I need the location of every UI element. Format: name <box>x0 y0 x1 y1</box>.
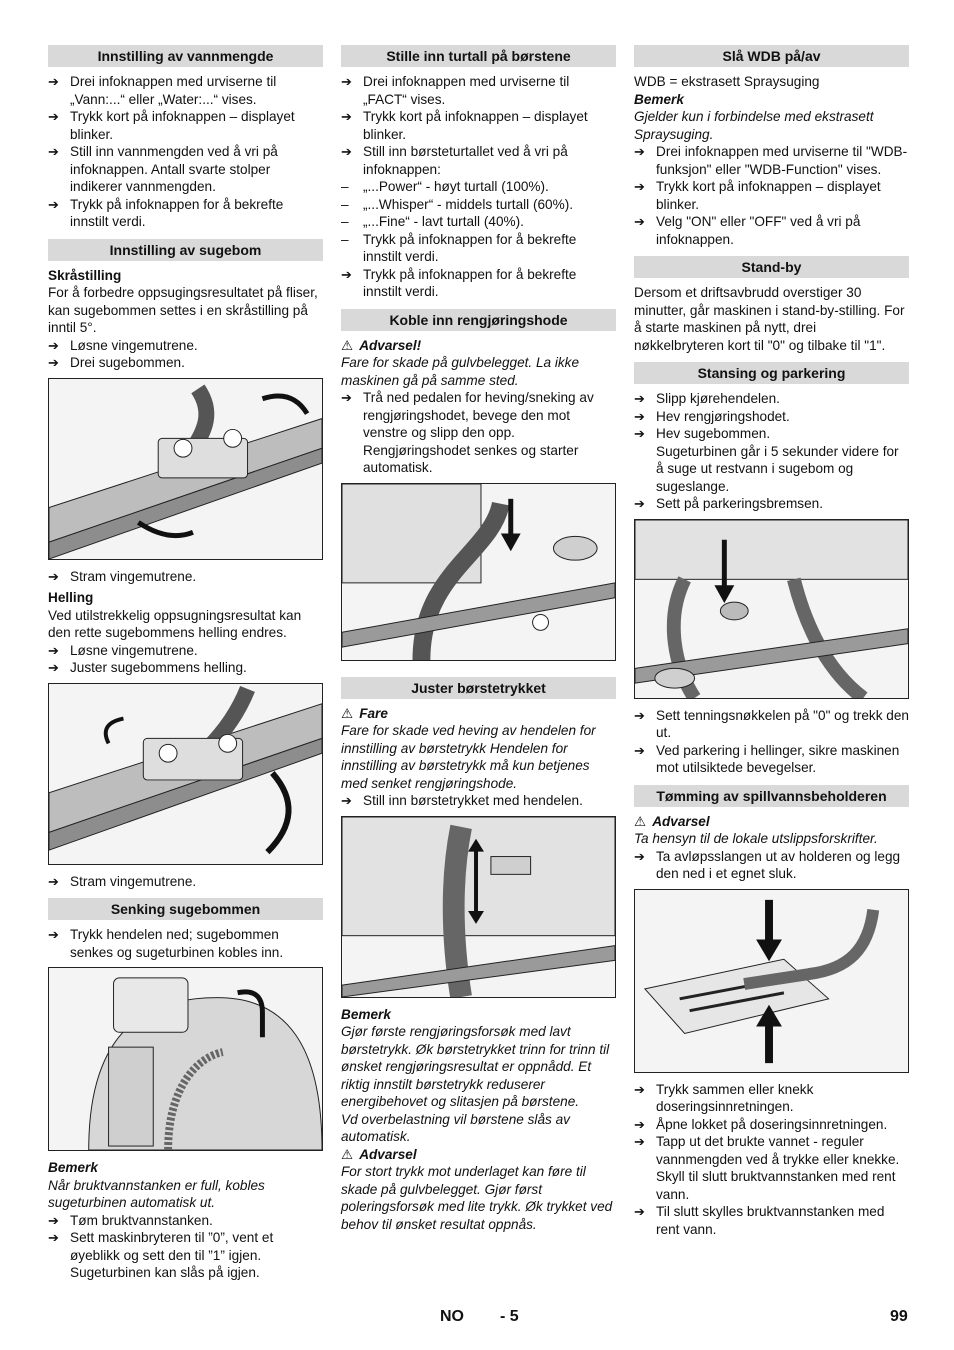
step: ➔ Drei infoknappen med urviserne til "WDB-funksjon" eller "WDB-Function" vises. <box>634 143 909 178</box>
warning-text: Ta hensyn til de lokale utslippsforskrifter. <box>634 831 878 846</box>
subheading-skrastilling: Skråstilling <box>48 267 122 283</box>
step: ➔ Hev sugebommen. <box>634 425 909 443</box>
section-header-standby: Stand-by <box>634 256 909 278</box>
paragraph: Dersom et driftsavbrudd overstiger 30 minutter, går maskinen i stand-by-stilling. For å starte maskinen på nytt, drei nøkkelbryteren kort til "0" og tilbake til "1". <box>634 285 905 353</box>
step: ➔ Drei infoknappen med urviserne til „FACT“ vises. <box>341 73 616 108</box>
step: ➔ Still inn vannmengden ved å vri på infoknappen. Antall svarte stolper indikerer vannmengden. <box>48 143 323 196</box>
warning-title: ⚠ Advarsel! <box>341 337 616 355</box>
step: ➔ Trykk på infoknappen for å bekrefte innstilt verdi. <box>341 266 616 301</box>
column-2 <box>341 45 616 1233</box>
illustration-drain-hose <box>634 889 909 1073</box>
step-result: Sugeturbinen går i 5 sekunder videre for å suge ut restvann i sugebom og sugeslange. <box>656 443 899 494</box>
illustration-pedal <box>341 483 616 661</box>
step: ➔ Til slutt skylles bruktvannstanken med rent vann. <box>634 1203 909 1238</box>
note-title: Bemerk <box>341 1006 391 1022</box>
step: ➔ Still inn børstetrykket med hendelen. <box>341 792 616 810</box>
step: ➔ Løsne vingemutrene. <box>48 642 323 660</box>
option: – „...Whisper“ - middels turtall (60%). <box>341 196 616 214</box>
step: ➔ Trykk hendelen ned; sugebommen senkes og sugeturbinen kobles inn. <box>48 926 323 961</box>
step: ➔ Still inn børsteturtallet ved å vri på infoknappen: <box>341 143 616 178</box>
note-title: Bemerk <box>634 91 684 107</box>
footer-section: - 5 <box>500 1308 519 1325</box>
section-header-senking: Senking sugebommen <box>48 898 323 920</box>
illustration-parking-brake <box>634 519 909 699</box>
section-header-sugebom: Innstilling av sugebom <box>48 239 323 261</box>
note-text: Vd overbelastning vil børstene slås av automatisk. <box>341 1111 570 1144</box>
step: ➔ Drei infoknappen med urviserne til „Vann:...“ eller „Water:...“ vises. <box>48 73 323 108</box>
step: ➔ Trykk på infoknappen for å bekrefte innstilt verdi. <box>48 196 323 231</box>
subheading-helling: Helling <box>48 590 94 605</box>
paragraph: WDB = ekstrasett Spraysuging <box>634 74 820 89</box>
step: ➔ Stram vingemutrene. <box>48 873 323 891</box>
step: ➔ Løsne vingemutrene. <box>48 337 323 355</box>
note-text: Gjelder kun i forbindelse med ekstrasett Spraysuging. <box>634 109 874 142</box>
footer-language: NO <box>440 1308 464 1325</box>
warning-text: Fare for skade ved heving av hendelen for innstilling av børstetrykk Hendelen for innstilling av børstetrykk må kun betjenes med senket rengjøringshode. <box>341 723 596 791</box>
illustration-squeegee-tilt <box>48 378 323 560</box>
step: ➔ Trykk kort på infoknappen – displayet blinker. <box>48 108 323 143</box>
section-header-trykk: Juster børstetrykket <box>341 677 616 699</box>
option: – Trykk på infoknappen for å bekrefte innstilt verdi. <box>341 231 616 266</box>
section-header-vannmengde: Innstilling av vannmengde <box>48 45 323 67</box>
option: – „...Fine“ - lavt turtall (40%). <box>341 213 616 231</box>
step: ➔ Sett på parkeringsbremsen. <box>634 495 909 513</box>
warning-title: ⚠ Advarsel <box>634 813 909 831</box>
step: ➔ Tøm bruktvannstanken. <box>48 1212 323 1230</box>
step: ➔ Ta avløpsslangen ut av holderen og legg den ned i et egnet sluk. <box>634 848 909 883</box>
column-3 <box>634 45 909 1238</box>
step-result: Sugeturbinen kan slås på igjen. <box>70 1265 260 1280</box>
step: ➔ Juster sugebommens helling. <box>48 659 323 677</box>
section-header-turtall: Stille inn turtall på børstene <box>341 45 616 67</box>
step: ➔ Stram vingemutrene. <box>48 568 323 586</box>
warning-title: ⚠ Fare <box>341 705 616 723</box>
step: ➔ Sett tenningsnøkkelen på "0" og trekk den ut. <box>634 707 909 742</box>
step: ➔ Velg "ON" eller "OFF" ved å vri på infoknappen. <box>634 213 909 248</box>
step: ➔ Trykk kort på infoknappen – displayet blinker. <box>341 108 616 143</box>
warning-title: ⚠ Advarsel <box>341 1146 616 1164</box>
footer-page-number: 99 <box>890 1308 908 1325</box>
section-header-stansing: Stansing og parkering <box>634 362 909 384</box>
column-1 <box>48 45 323 1282</box>
illustration-squeegee-incline <box>48 683 323 865</box>
step: ➔ Trykk sammen eller knekk doseringsinnretningen. <box>634 1081 909 1116</box>
step: ➔ Drei sugebommen. <box>48 354 323 372</box>
paragraph: Ved utilstrekkelig oppsugningsresultat kan den rette sugebommens helling endres. <box>48 607 302 640</box>
step: ➔ Trå ned pedalen for heving/sneking av rengjøringshodet, bevege den mot venstre og slipp den opp. <box>341 389 616 442</box>
note-title: Bemerk <box>48 1160 98 1175</box>
note-text: Når bruktvannstanken er full, kobles sugeturbinen automatisk ut. <box>48 1177 265 1210</box>
section-header-koble: Koble inn rengjøringshode <box>341 309 616 331</box>
illustration-lever-down <box>48 967 323 1151</box>
note-text: Gjør første rengjøringsforsøk med lavt børstetrykk. Øk børstetrykket trinn for trinn til ønsket rengjøringsresultat er oppnådd. Et riktig innstilt børstetrykk reduserer energibehovet og slitasjen på børstene. <box>341 1024 610 1109</box>
step: ➔ Hev rengjøringshodet. <box>634 408 909 426</box>
step: ➔ Slipp kjørehendelen. <box>634 390 909 408</box>
step: ➔ Ved parkering i hellinger, sikre maskinen mot utilsiktede bevegelser. <box>634 742 909 777</box>
step: ➔ Åpne lokket på doseringsinnretningen. <box>634 1116 909 1134</box>
section-header-tomming: Tømming av spillvannsbeholderen <box>634 785 909 807</box>
paragraph: For å forbedre oppsugingsresultatet på fliser, kan sugebommen settes i en skråstilling på inntil 5°. <box>48 285 318 335</box>
section-header-wdb: Slå WDB på/av <box>634 45 909 67</box>
step: ➔ Sett maskinbryteren til ”0”, vent et øyeblikk og sett den til ”1” igjen. <box>48 1229 323 1264</box>
illustration-pressure-lever <box>341 816 616 998</box>
step: ➔ Tapp ut det brukte vannet - reguler vannmengden ved å trykke eller knekke. Skyll til slutt bruktvannstanken med rent vann. <box>634 1133 909 1203</box>
warning-text: Fare for skade på gulvbelegget. La ikke maskinen gå på samme sted. <box>341 355 580 388</box>
step: ➔ Trykk kort på infoknappen – displayet blinker. <box>634 178 909 213</box>
option: – „...Power“ - høyt turtall (100%). <box>341 178 616 196</box>
warning-text: For stort trykk mot underlaget kan føre til skade på gulvbelegget. Gjør først poleringsforsøk med lite trykk. Øk trykket ved behov til ønsket resultat oppnås. <box>341 1164 613 1232</box>
step-result: Rengjøringshodet senkes og starter automatisk. <box>363 442 579 475</box>
